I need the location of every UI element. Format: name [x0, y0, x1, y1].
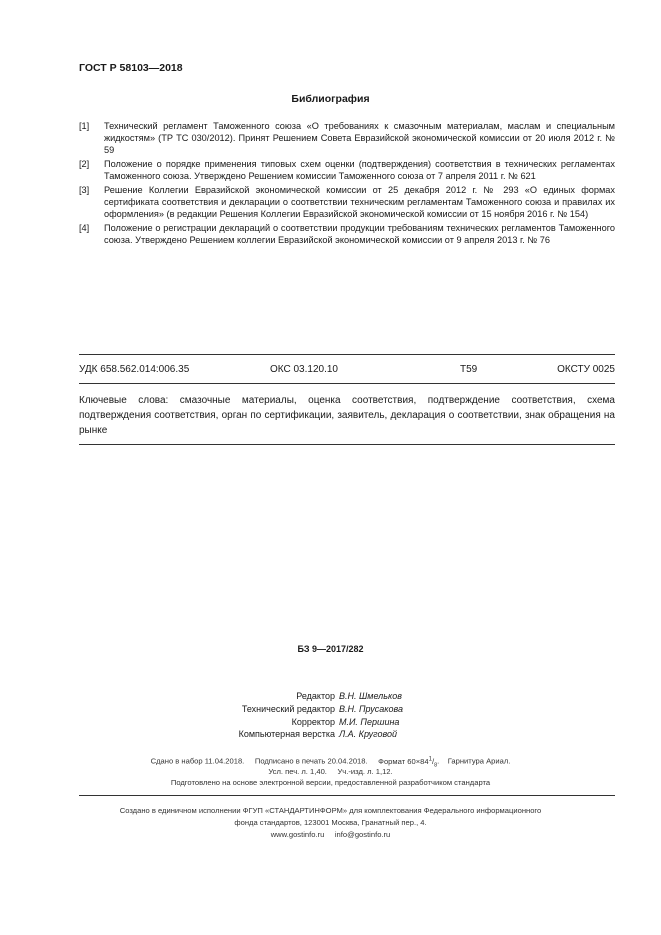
footer-contacts: [0, 829, 661, 841]
staff-role: Технический редактор: [241, 703, 335, 714]
reference-list: [79, 120, 615, 247]
staff-role: Компьютерная верстка: [238, 729, 335, 740]
typeface: Гарнитура Ариал.: [447, 756, 511, 766]
staff-row: [95, 728, 403, 741]
divider-footer: [79, 795, 615, 796]
reference-text: Положение о регистрации деклараций о соответствии продукции требованиям технических регламентов Таможенного союза. Утверждено Решением коллегии Евразийской экономической комиссии от 9 апреля 2013 г. № 76: [104, 222, 615, 245]
staff-row: [95, 703, 403, 716]
oks-code: ОКС 03.120.10: [270, 364, 338, 375]
bz-number: БЗ 9—2017/282: [297, 644, 364, 654]
publishing-sheets: Уч.-изд. л. 1,12.: [337, 767, 393, 776]
udk-code: УДК 658.562.014:006.35: [79, 364, 190, 375]
staff-name: В.Н. Шмельков: [339, 691, 402, 701]
reference-item: [79, 184, 615, 221]
typeset-date: Сдано в набор 11.04.2018.: [150, 756, 245, 766]
staff-row: [95, 690, 403, 703]
keywords: Ключевые слова: смазочные материалы, оценка соответствия, подтверждение соответствия, схема подтверждения соответствия, орган по сертификации, заявитель, декларация о соответствии, знак обращения на рынке: [79, 395, 615, 436]
staff-credits: [95, 690, 403, 741]
imprint-line-1: Сдано в набор 11.04.2018. Подписано в печать 20.04.2018. Формат $60\times 84^1/_8$. Гарнитура Ариал.: [150, 756, 511, 769]
divider-bottom: [79, 444, 615, 445]
footer-line-1: Создано в единичном исполнении ФГУП «СТАНДАРТИНФОРМ» для комплектования Федерального информационного: [119, 806, 542, 815]
reference-text: Положение о порядке применения типовых схем оценки (подтверждения) соответствия в технических регламентах Таможенного союза. Утверждено Решением комиссии Таможенного союза от 7 апреля 2011 г. № 621: [104, 158, 615, 182]
reference-item: [79, 120, 615, 157]
email-link[interactable]: info@gostinfo.ru: [334, 830, 391, 839]
standard-id: ГОСТ Р 58103—2018: [79, 62, 183, 74]
reference-text: Технический регламент Таможенного союза «О требованиях к смазочным материалам, маслам и специальным жидкостям» (ТР ТС 030/2012). Принят Решением Совета Евразийской экономической комиссии от 20 июля 2012 г. № 59: [104, 121, 615, 156]
staff-row: [95, 716, 403, 729]
reference-text: Решение Коллегии Евразийской экономической комиссии от 25 декабря 2012 г. № 293 «О единых формах сертификата соответствия и декларации о соответствии техническим регламентам Таможенного союза и правилах их оформления» (в редакции Решения Коллегии Евразийской экономической комиссии от 15 ноября 2016 г. № 154): [104, 184, 615, 220]
staff-name: В.Н. Прусакова: [339, 703, 403, 714]
divider-top: [79, 354, 615, 355]
bibliography-title: Библиография: [291, 93, 370, 105]
reference-number: [1]: [79, 121, 90, 131]
paper-format: Формат $60\times 84^1/_8$: [378, 756, 438, 769]
staff-role: Редактор: [296, 691, 335, 701]
footer-line-2: фонда стандартов, 123001 Москва, Гранатный пер., 4.: [234, 818, 427, 827]
staff-role: Корректор: [291, 716, 335, 727]
divider-middle: [79, 383, 615, 384]
reference-item: [79, 222, 615, 246]
print-sheets: Усл. печ. л. 1,40.: [268, 767, 327, 776]
reference-number: [4]: [79, 222, 90, 233]
website-link[interactable]: www.gostinfo.ru: [270, 830, 325, 839]
signed-date: Подписано в печать 20.04.2018.: [254, 756, 368, 766]
reference-number: [3]: [79, 184, 90, 195]
reference-number: [2]: [79, 158, 90, 169]
reference-item: [79, 158, 615, 182]
okstu-code: ОКСТУ 0025: [557, 364, 615, 375]
staff-name: М.И. Першина: [339, 716, 400, 727]
prepared-note: Подготовлено на основе электронной версии, предоставленной разработчиком стандарта: [170, 778, 491, 787]
t-code: Т59: [460, 364, 478, 375]
staff-name: Л.А. Круговой: [339, 729, 398, 740]
publisher-footer: [0, 805, 661, 841]
